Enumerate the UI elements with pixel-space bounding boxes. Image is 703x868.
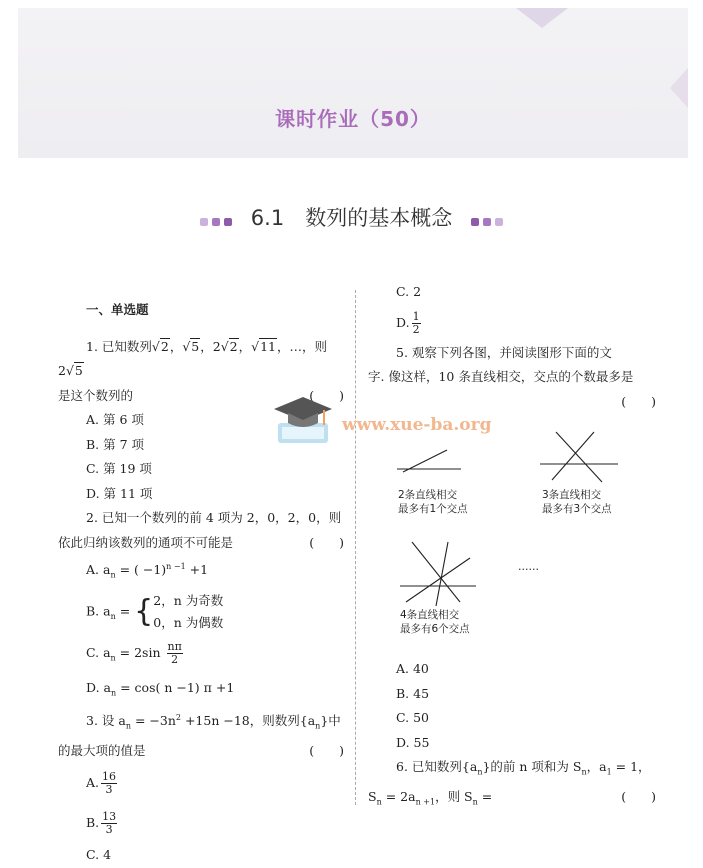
- figure-caption: [542, 488, 612, 516]
- numerator: 1: [412, 309, 420, 323]
- dot: [483, 218, 491, 226]
- piecewise: [153, 590, 223, 634]
- option: C. 第 19 项: [86, 461, 152, 476]
- fraction: [167, 641, 183, 666]
- dot: [224, 218, 232, 226]
- left-column: [58, 285, 344, 868]
- subscript: n +1: [415, 797, 436, 807]
- option-text: A. a: [86, 562, 111, 578]
- option: A. 40: [396, 661, 429, 676]
- caption-line: 最多有1个交点: [398, 503, 468, 515]
- q1-term: 5: [191, 338, 200, 354]
- fraction: [101, 771, 117, 796]
- option: C. 2: [396, 284, 422, 299]
- heading-dots-right: [469, 207, 505, 231]
- subscript: n: [110, 612, 116, 622]
- subscript: n: [110, 570, 116, 580]
- answer-paren: ( ): [309, 742, 344, 758]
- subscript: n: [472, 797, 478, 807]
- subscript: n: [376, 797, 382, 807]
- numerator: nπ: [167, 640, 182, 654]
- banner-decoration: [670, 68, 688, 108]
- numerator: 16: [102, 770, 117, 784]
- header-banner: [18, 8, 688, 158]
- subscript: 1: [606, 767, 612, 777]
- column-divider: [355, 290, 356, 805]
- case: 2，n 为奇数: [153, 593, 224, 609]
- watermark-text: www.xue-ba.org: [342, 415, 492, 435]
- figure-caption: [400, 608, 470, 636]
- option-text: B. a: [86, 603, 111, 619]
- dot: [200, 218, 208, 226]
- figure-3-lines: [538, 430, 623, 485]
- subscript: n: [110, 653, 116, 663]
- caption-line: 最多有3个交点: [542, 503, 612, 515]
- figure-2-lines: [395, 442, 470, 482]
- q3-text: = −3n: [130, 712, 176, 728]
- subscript: n: [477, 767, 483, 777]
- q6-text: = 1，: [611, 759, 651, 774]
- option: [58, 636, 344, 676]
- case: 0，n 为偶数: [153, 615, 224, 631]
- option-text: D. a: [86, 679, 111, 695]
- q3-line2: [58, 739, 344, 764]
- q6-line1: [368, 755, 656, 785]
- q3-text: 3. 设 a: [86, 712, 126, 728]
- denominator: 2: [412, 322, 420, 336]
- q6-text: =: [477, 789, 493, 804]
- q1-text: 1. 已知数列: [86, 338, 152, 354]
- q6-text: 6. 已知数列{a: [396, 759, 478, 774]
- q5-line1: 5. 观察下列各图，并阅读图形下面的文: [396, 344, 612, 360]
- option-text: = 2sin: [115, 645, 165, 661]
- option: A. 第 6 项: [86, 412, 144, 427]
- answer-paren: ( ): [621, 393, 656, 409]
- option-text: B.: [86, 815, 100, 831]
- answer-paren: ( ): [309, 534, 344, 550]
- option: [368, 305, 656, 341]
- numerator: 13: [102, 810, 117, 824]
- section-title: 6.1 数列的基本概念: [250, 206, 453, 230]
- option-text: D.: [396, 314, 410, 330]
- subscript: n: [315, 721, 321, 731]
- option: B. $a_n = \{2$，n 为奇数 0，n 为偶数: [58, 590, 344, 634]
- option: B. 45: [396, 685, 430, 701]
- q1-term: 11: [260, 338, 276, 354]
- brace: {: [134, 594, 154, 630]
- q3-text: }中: [320, 712, 341, 728]
- denominator: 3: [105, 823, 113, 837]
- right-column: [368, 280, 656, 414]
- option-text: = ( −1): [115, 562, 167, 578]
- caption-line: 3条直线相交: [542, 489, 602, 501]
- q6-text: }的前 n 项和为 S: [482, 759, 582, 774]
- denominator: 3: [105, 783, 113, 797]
- q1-line1: 1. 已知数列√2，√5，2√2，√11，…，则 2√5: [58, 338, 328, 378]
- option-text: C. a: [86, 645, 111, 661]
- right-column-lower: [368, 657, 656, 815]
- q6-text: ，则 S: [435, 789, 473, 804]
- section-heading: [0, 202, 703, 232]
- answer-paren: ( ): [309, 387, 344, 403]
- q3-line1: [58, 706, 344, 739]
- dot: [471, 218, 479, 226]
- dot: [212, 218, 220, 226]
- figure-ellipsis: ……: [518, 561, 539, 573]
- option: C. 50: [396, 710, 429, 725]
- caption-line: 最多有6个交点: [400, 623, 470, 635]
- superscript: 2: [175, 712, 181, 722]
- lesson-title: 课时作业（50）: [275, 107, 431, 131]
- q1-text: ，…，则 2: [58, 338, 328, 378]
- caption-line: 4条直线相交: [400, 609, 460, 621]
- graduation-cap-icon: [272, 395, 334, 447]
- option: [58, 803, 344, 843]
- q1-term: 2: [160, 338, 169, 354]
- section-label: 一、单选题: [86, 301, 149, 317]
- q5-line3: [368, 390, 656, 415]
- banner-decoration: [516, 8, 568, 28]
- option: C. 4: [86, 847, 112, 863]
- q1-term: 2: [229, 338, 238, 354]
- option: [58, 763, 344, 803]
- q5-line2: 字. 像这样，10 条直线相交，交点的个数最多是: [368, 369, 634, 384]
- option: [58, 676, 344, 706]
- option: D. 第 11 项: [86, 485, 153, 501]
- q6-text: ，a: [586, 759, 607, 774]
- q3-text: 的最大项的值是: [58, 742, 146, 758]
- subscript: n: [125, 721, 131, 731]
- caption-line: 2条直线相交: [398, 489, 458, 501]
- q6-text: = 2a: [381, 789, 416, 804]
- option-text: A.: [86, 775, 100, 791]
- subscript: n: [110, 688, 117, 698]
- option: B. 第 7 项: [86, 436, 145, 452]
- q1-text: 是这个数列的: [58, 387, 134, 403]
- denominator: 2: [171, 653, 179, 667]
- subscript: n: [581, 767, 587, 777]
- q1-term: 5: [74, 363, 83, 378]
- fraction: [101, 811, 117, 836]
- figure-caption: [398, 488, 468, 516]
- q2-text: 依此归纳该数列的通项不可能是: [58, 534, 234, 550]
- option: D. 55: [396, 734, 430, 750]
- option: [58, 555, 344, 588]
- answer-paren: ( ): [621, 789, 656, 804]
- fraction: [412, 311, 421, 336]
- q6-line2: [368, 785, 656, 815]
- figure-4-lines: [398, 540, 478, 608]
- q6-text: S: [368, 789, 377, 804]
- dot: [495, 218, 503, 226]
- q2-line1: 2. 已知一个数列的前 4 项为 2，0，2，0，则: [86, 510, 342, 525]
- q2-line2: [58, 531, 344, 556]
- heading-dots-left: [198, 207, 234, 231]
- superscript: n −1: [166, 562, 186, 571]
- option-text: = cos( n −1) π +1: [116, 679, 235, 695]
- q3-text: +15n −18，则数列{a: [180, 712, 316, 728]
- option-text: +1: [185, 562, 209, 578]
